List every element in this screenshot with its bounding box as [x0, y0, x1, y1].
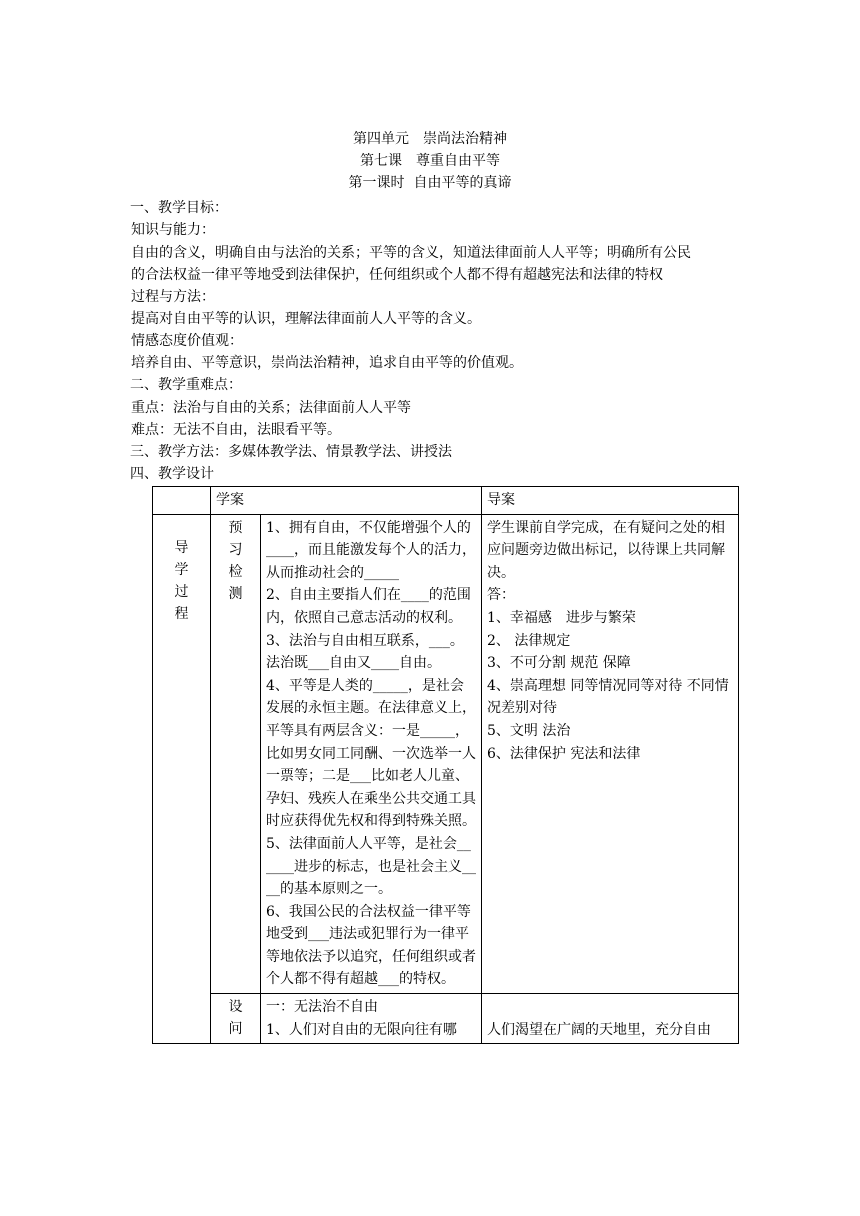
preview-questions-cell: [261, 514, 482, 993]
methods-text: 三、教学方法：多媒体教学法、情景教学法、讲授法: [130, 444, 452, 460]
design-heading: 四、教学设计: [130, 466, 214, 482]
preview-label: 预习检测: [228, 519, 243, 602]
emotion-text: 培养自由、平等意识，崇尚法治精神，追求自由平等的价值观。: [131, 355, 523, 371]
emotion-label: 情感态度价值观：: [131, 333, 243, 349]
lesson-title: 第七课 尊重自由平等: [360, 153, 500, 169]
question-item: 1、人们对自由的无限向往有哪: [266, 1021, 457, 1038]
question-row: [153, 994, 739, 1044]
xuean-header: 学案: [211, 487, 482, 515]
side-label-cell: [153, 514, 211, 1044]
question-title: 一：无法治不自由: [266, 999, 378, 1016]
preview-item: 4、平等是人类的_____，是社会发展的永恒主题。在法律意义上，平等具有两层含义：一是_____，比如男女同工同酬、一次选举一人一票等；二是___比如老人儿童、孕妇、残疾人在乘坐公共交通工具时应获得优先权和得到特殊关照。: [266, 677, 476, 830]
difficulty-text: 难点：无法不自由，法眼看平等。: [131, 422, 341, 438]
knowledge-text-line1: 自由的含义，明确自由与法治的关系；平等的含义，知道法律面前人人平等；明确所有公民: [131, 245, 691, 261]
knowledge-text-line2: 的合法权益一律平等地受到法律保护，任何组织或个人都不得有超越宪法和法律的特权: [131, 267, 663, 283]
preview-label-cell: [211, 514, 261, 993]
question-guide-cell: [482, 994, 739, 1044]
preview-item: 6、我国公民的合法权益一律平等地受到___违法或犯罪行为一律平等地依法予以追究，任何组织或者个人都不得有超越___的特权。: [266, 903, 476, 988]
keypoint-text: 重点：法治与自由的关系；法律面前人人平等: [131, 400, 411, 416]
answer-item: 5、文明 法治: [487, 722, 571, 739]
preview-item: 5、法律面前人人平等，是社会______进步的标志，也是社会主义____的基本原则之一。: [266, 835, 476, 898]
knowledge-label: 知识与能力：: [131, 222, 215, 238]
preview-item: 1、拥有自由，不仅能增强个人的____，而且能激发每个人的活力，从而推动社会的_____: [266, 519, 476, 581]
answer-item: 3、不可分割 规范 保障: [487, 655, 631, 672]
answer-item: 4、崇高理想 同等情况同等对待 不同情况差别对待: [487, 677, 729, 717]
answer-label: 答：: [487, 587, 515, 604]
process-label: 过程与方法：: [131, 289, 215, 305]
process-text: 提高对自由平等的认识，理解法律面前人人平等的含义。: [131, 311, 481, 327]
empty-header-cell: [153, 487, 211, 515]
guide-intro: 学生课前自学完成，在有疑问之处的相应问题旁边做出标记，以待课上共同解决。: [487, 519, 725, 581]
preview-item: 2、自由主要指人们在____的范围内，依照自己意志活动的权利。: [266, 587, 471, 626]
answer-item: 6、法律保护 宪法和法律: [487, 745, 641, 762]
preview-item: 3、法治与自由相互联系，___。法治既___自由又____自由。: [266, 632, 464, 672]
answer-item: 2、 法律规定: [487, 632, 571, 649]
unit-title: 第四单元 崇尚法治精神: [353, 131, 507, 147]
teaching-design-table: [152, 486, 739, 1044]
guide-answers-cell: [482, 514, 739, 993]
goals-heading: 一、教学目标：: [130, 200, 228, 216]
question-label: 设问: [228, 999, 243, 1038]
daoan-header: 导案: [482, 487, 739, 515]
side-label: 导学过程: [174, 539, 189, 622]
question-label-cell: [211, 994, 261, 1044]
period-title: 第一课时 自由平等的真谛: [348, 175, 512, 191]
preview-row: [153, 514, 739, 993]
answer-item: 1、幸福感 进步与繁荣: [487, 609, 636, 626]
question-content-cell: [261, 994, 482, 1044]
keypoints-heading: 二、教学重难点：: [130, 377, 242, 393]
question-guide: 人们渴望在广阔的天地里，充分自由: [487, 1021, 711, 1038]
table-header-row: [153, 487, 739, 515]
